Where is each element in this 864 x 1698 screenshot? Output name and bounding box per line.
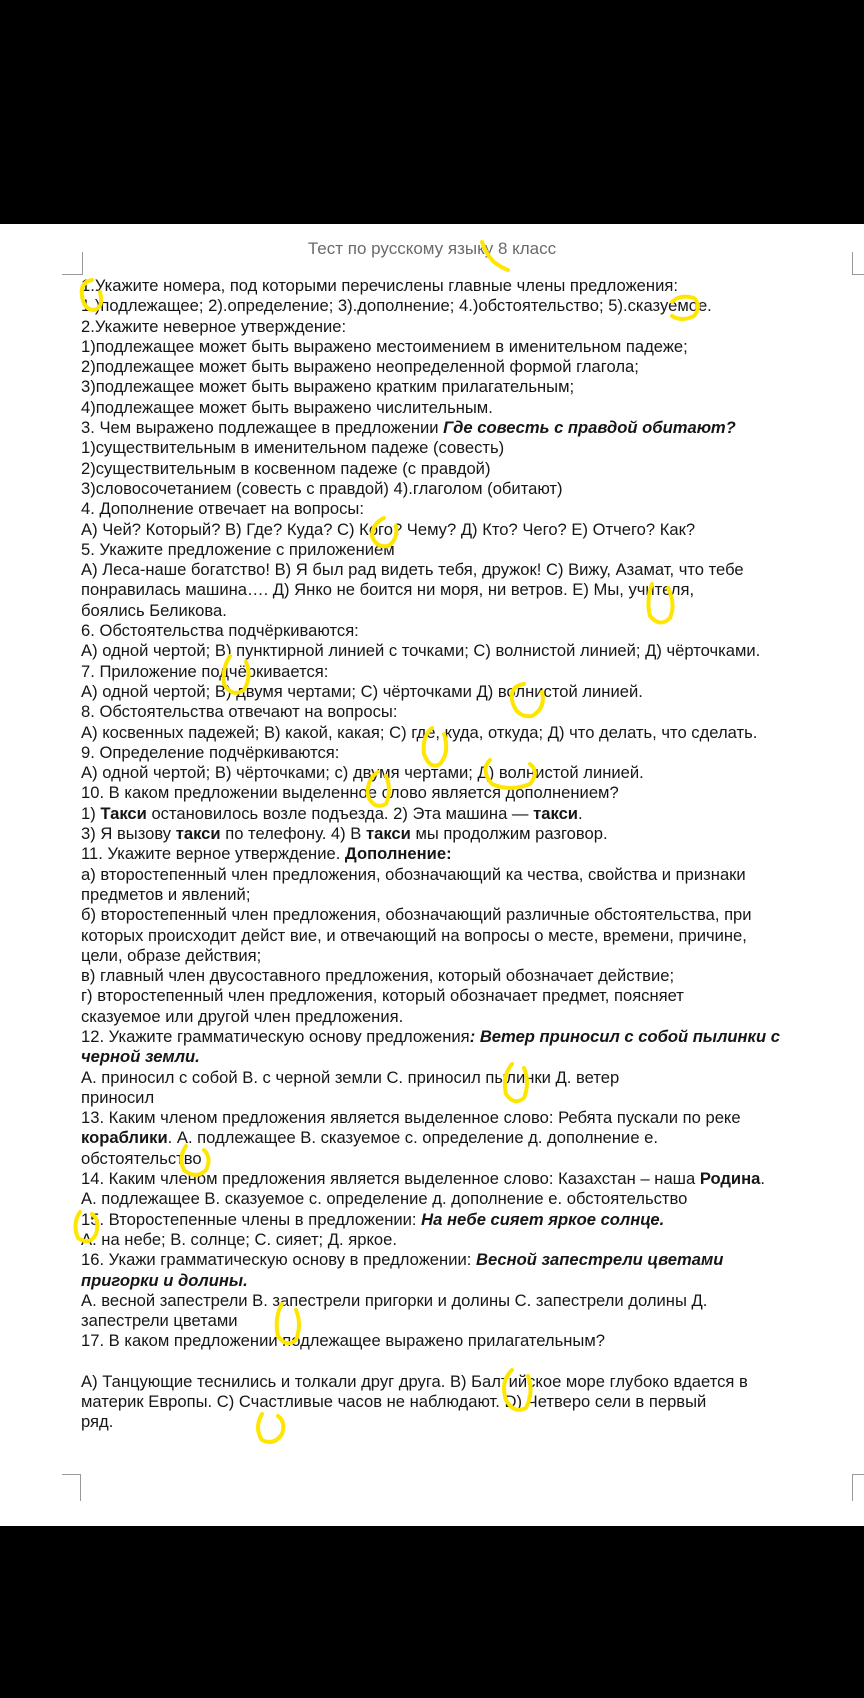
question-1-options: 1.)подлежащее; 2).определение; 3).дополнение; 4.)обстоятельство; 5).сказуемое. (81, 296, 712, 316)
question-12-sentence-end: черной земли. (81, 1047, 200, 1067)
question-13: 13. Каким членом предложения является выделенное слово: Ребята пускали по реке (81, 1108, 741, 1128)
question-3: 3. Чем выражено подлежащее в предложении Где совесть с правдой обитают? (81, 418, 736, 438)
question-12-options: А. приносил с собой В. с черной земли С. приносил пылинки Д. ветер (81, 1067, 620, 1087)
question-9: 9. Определение подчёркиваются: (81, 742, 340, 762)
question-11-option-d-2: сказуемое или другой член предложения. (81, 1006, 404, 1026)
question-8: 8. Обстоятельства отвечают на вопросы: (81, 702, 398, 722)
page-title: Тест по русскому языку 8 класс (307, 239, 557, 258)
question-12: 12. Укажите грамматическую основу предложения: Ветер приносил с собой пылинки с (81, 1026, 780, 1046)
question-10-options-line-1: 1) Такси остановилось возле подъезда. 2) Эта машина — такси. (81, 803, 583, 823)
question-17-options-line-3: ряд. (81, 1412, 114, 1432)
question-14: 14. Каким членом предложения является выделенное слово: Казахстан – наша Родина. (81, 1169, 766, 1189)
question-1: 1.Укажите номера, под которыми перечислены главные члены предложения: (81, 276, 678, 295)
blank-line (81, 1352, 841, 1372)
question-11-option-c: в) главный член двусоставного предложения, который обозначает действие; (81, 966, 675, 986)
question-11-option-b-3: цели, образе действия; (81, 945, 262, 965)
question-5-options-line-2: понравилась машина…. Д) Янко не боится ни моря, ни ветров. Е) Мы, учителя, (81, 580, 695, 600)
crop-mark-bottom-right (852, 1474, 864, 1501)
question-5-options-line-1: А) Леса-наше богатство! В) Я был рад видеть тебя, дружок! С) Вижу, Азамат, что тебе (81, 560, 744, 580)
question-16-options-line-2: запестрели цветами (81, 1311, 238, 1331)
question-8-options: А) косвенных падежей; В) какой, какая; С) где, куда, откуда; Д) что делать, что сделать. (81, 722, 758, 742)
question-15-options: А. на небе; В. солнце; С. сияет; Д. яркое. (81, 1229, 397, 1249)
question-3-sentence: Где совесть с правдой обитают? (443, 418, 736, 438)
question-16-sentence-end: пригорки и долины. (81, 1270, 248, 1290)
question-2-option-3: 3)подлежащее может быть выражено кратким прилагательным; (81, 377, 575, 397)
question-2-option-1: 1)подлежащее может быть выражено местоимением в именительном падеже; (81, 336, 688, 356)
question-13-options-line-2: обстоятельство (81, 1148, 202, 1168)
question-3-option-1: 1)существительным в именительном падеже (совесть) (81, 438, 505, 458)
question-11-option-b-2: которых происходит дейст вие, и отвечающий на вопросы о месте, времени, причине, (81, 925, 747, 945)
question-11-option-a-1: а) второстепенный член предложения, обозначающий ка чества, свойства и признаки (81, 864, 746, 884)
question-2: 2.Укажите неверное утверждение: (81, 316, 347, 336)
question-12-options-line-2: приносил (81, 1087, 155, 1107)
test-body (81, 276, 841, 1433)
question-6-options: А) одной чертой; В) пунктирной линией с точками; С) волнистой линией; Д) чёрточками. (81, 641, 761, 661)
question-2-option-4: 4)подлежащее может быть выражено числительным. (81, 397, 493, 417)
question-16-options: А. весной запестрели В. запестрели пригорки и долины С. запестрели долины Д. (81, 1290, 708, 1310)
question-4-options: А) Чей? Который? В) Где? Куда? С) Кого? Чему? Д) Кто? Чего? Е) Отчего? Как? (81, 519, 696, 539)
question-6: 6. Обстоятельства подчёркиваются: (81, 621, 359, 641)
question-10-options-line-2: 3) Я вызову такси по телефону. 4) В такси мы продолжим разговор. (81, 824, 608, 844)
question-4: 4. Дополнение отвечает на вопросы: (81, 499, 364, 519)
question-11: 11. Укажите верное утверждение. Дополнение: (81, 844, 452, 864)
question-11-option-d-1: г) второстепенный член предложения, который обозначает предмет, поясняет (81, 986, 684, 1006)
question-15: 15. Второстепенные члены в предложении: На небе сияет яркое солнце. (81, 1209, 665, 1229)
question-17: 17. В каком предложении подлежащее выражено прилагательным? (81, 1331, 605, 1351)
question-3-option-2: 2)существительным в косвенном падеже (с правдой) (81, 458, 491, 478)
question-13-options: кораблики. А. подлежащее В. сказуемое с. определение д. дополнение е. (81, 1128, 659, 1148)
question-17-options-line-2: материк Европы. С) Счастливые часов не наблюдают. D) Четверо сели в первый (81, 1392, 707, 1412)
question-7: 7. Приложение подчёркивается: (81, 661, 329, 681)
question-10: 10. В каком предложении выделенное слово является дополнением? (81, 783, 619, 803)
question-5: 5. Укажите предложение с приложением (81, 539, 395, 559)
question-7-options: А) одной чертой; В) двумя чертами; С) чёрточками Д) волнистой линией. (81, 681, 643, 701)
document-page (0, 224, 864, 1526)
crop-mark-bottom-left (62, 1474, 81, 1501)
question-3-option-3: 3)словосочетанием (совесть с правдой) 4).глаголом (обитают) (81, 478, 563, 498)
question-11-option-a-2: предметов и явлений; (81, 884, 251, 904)
question-5-options-line-3: боялись Беликова. (81, 600, 227, 620)
question-2-option-2: 2)подлежащее может быть выражено неопределенной формой глагола; (81, 357, 639, 377)
question-11-option-b-1: б) второстепенный член предложения, обозначающий различные обстоятельства, при (81, 905, 752, 925)
question-9-options: А) одной чертой; В) чёрточками; с) двумя чертами; Д) волнистой линией. (81, 763, 644, 783)
question-17-options-line-1: А) Танцующие теснились и толкали друг друга. В) Балтийское море глубоко вдается в (81, 1371, 748, 1391)
question-16: 16. Укажи грамматическую основу в предложении: Весной запестрели цветами (81, 1250, 724, 1270)
question-14-options: А. подлежащее В. сказуемое с. определение д. дополнение е. обстоятельство (81, 1189, 688, 1209)
